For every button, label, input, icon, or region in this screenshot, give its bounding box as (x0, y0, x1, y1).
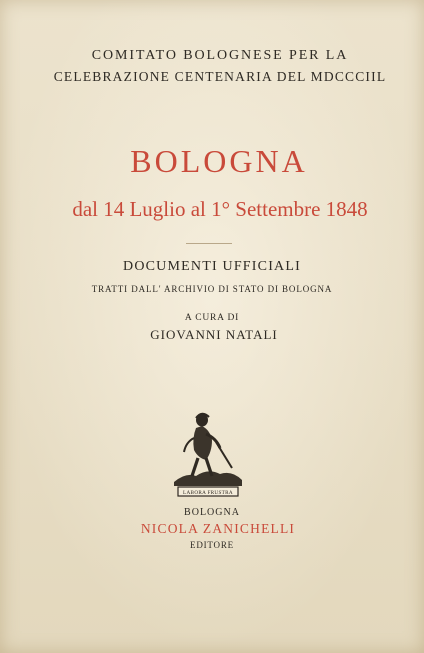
committee-header-line-1: COMITATO BOLOGNESE PER LA (91, 48, 349, 63)
documents-heading: DOCUMENTI UFFICIALI (123, 259, 301, 274)
editor-label: A CURA DI (184, 313, 240, 323)
printer-mark-motto: LABORA FRUSTRA (183, 490, 233, 496)
publisher-name: NICOLA ZANICHELLI (140, 521, 296, 536)
book-title: BOLOGNA (130, 143, 308, 179)
publisher-city: BOLOGNA (184, 507, 240, 518)
publisher-role: EDITORE (190, 540, 234, 550)
printer-mark-icon (172, 408, 244, 500)
documents-source: TRATTI DALL' ARCHIVIO DI STATO DI BOLOGNA (91, 284, 333, 294)
divider-rule (186, 243, 232, 244)
committee-header-line-2: CELEBRAZIONE CENTENARIA DEL MDCCCIIL (53, 69, 387, 84)
book-subtitle: dal 14 Luglio al 1° Settembre 1848 (72, 197, 368, 221)
editor-name: GIOVANNI NATALI (150, 327, 278, 342)
